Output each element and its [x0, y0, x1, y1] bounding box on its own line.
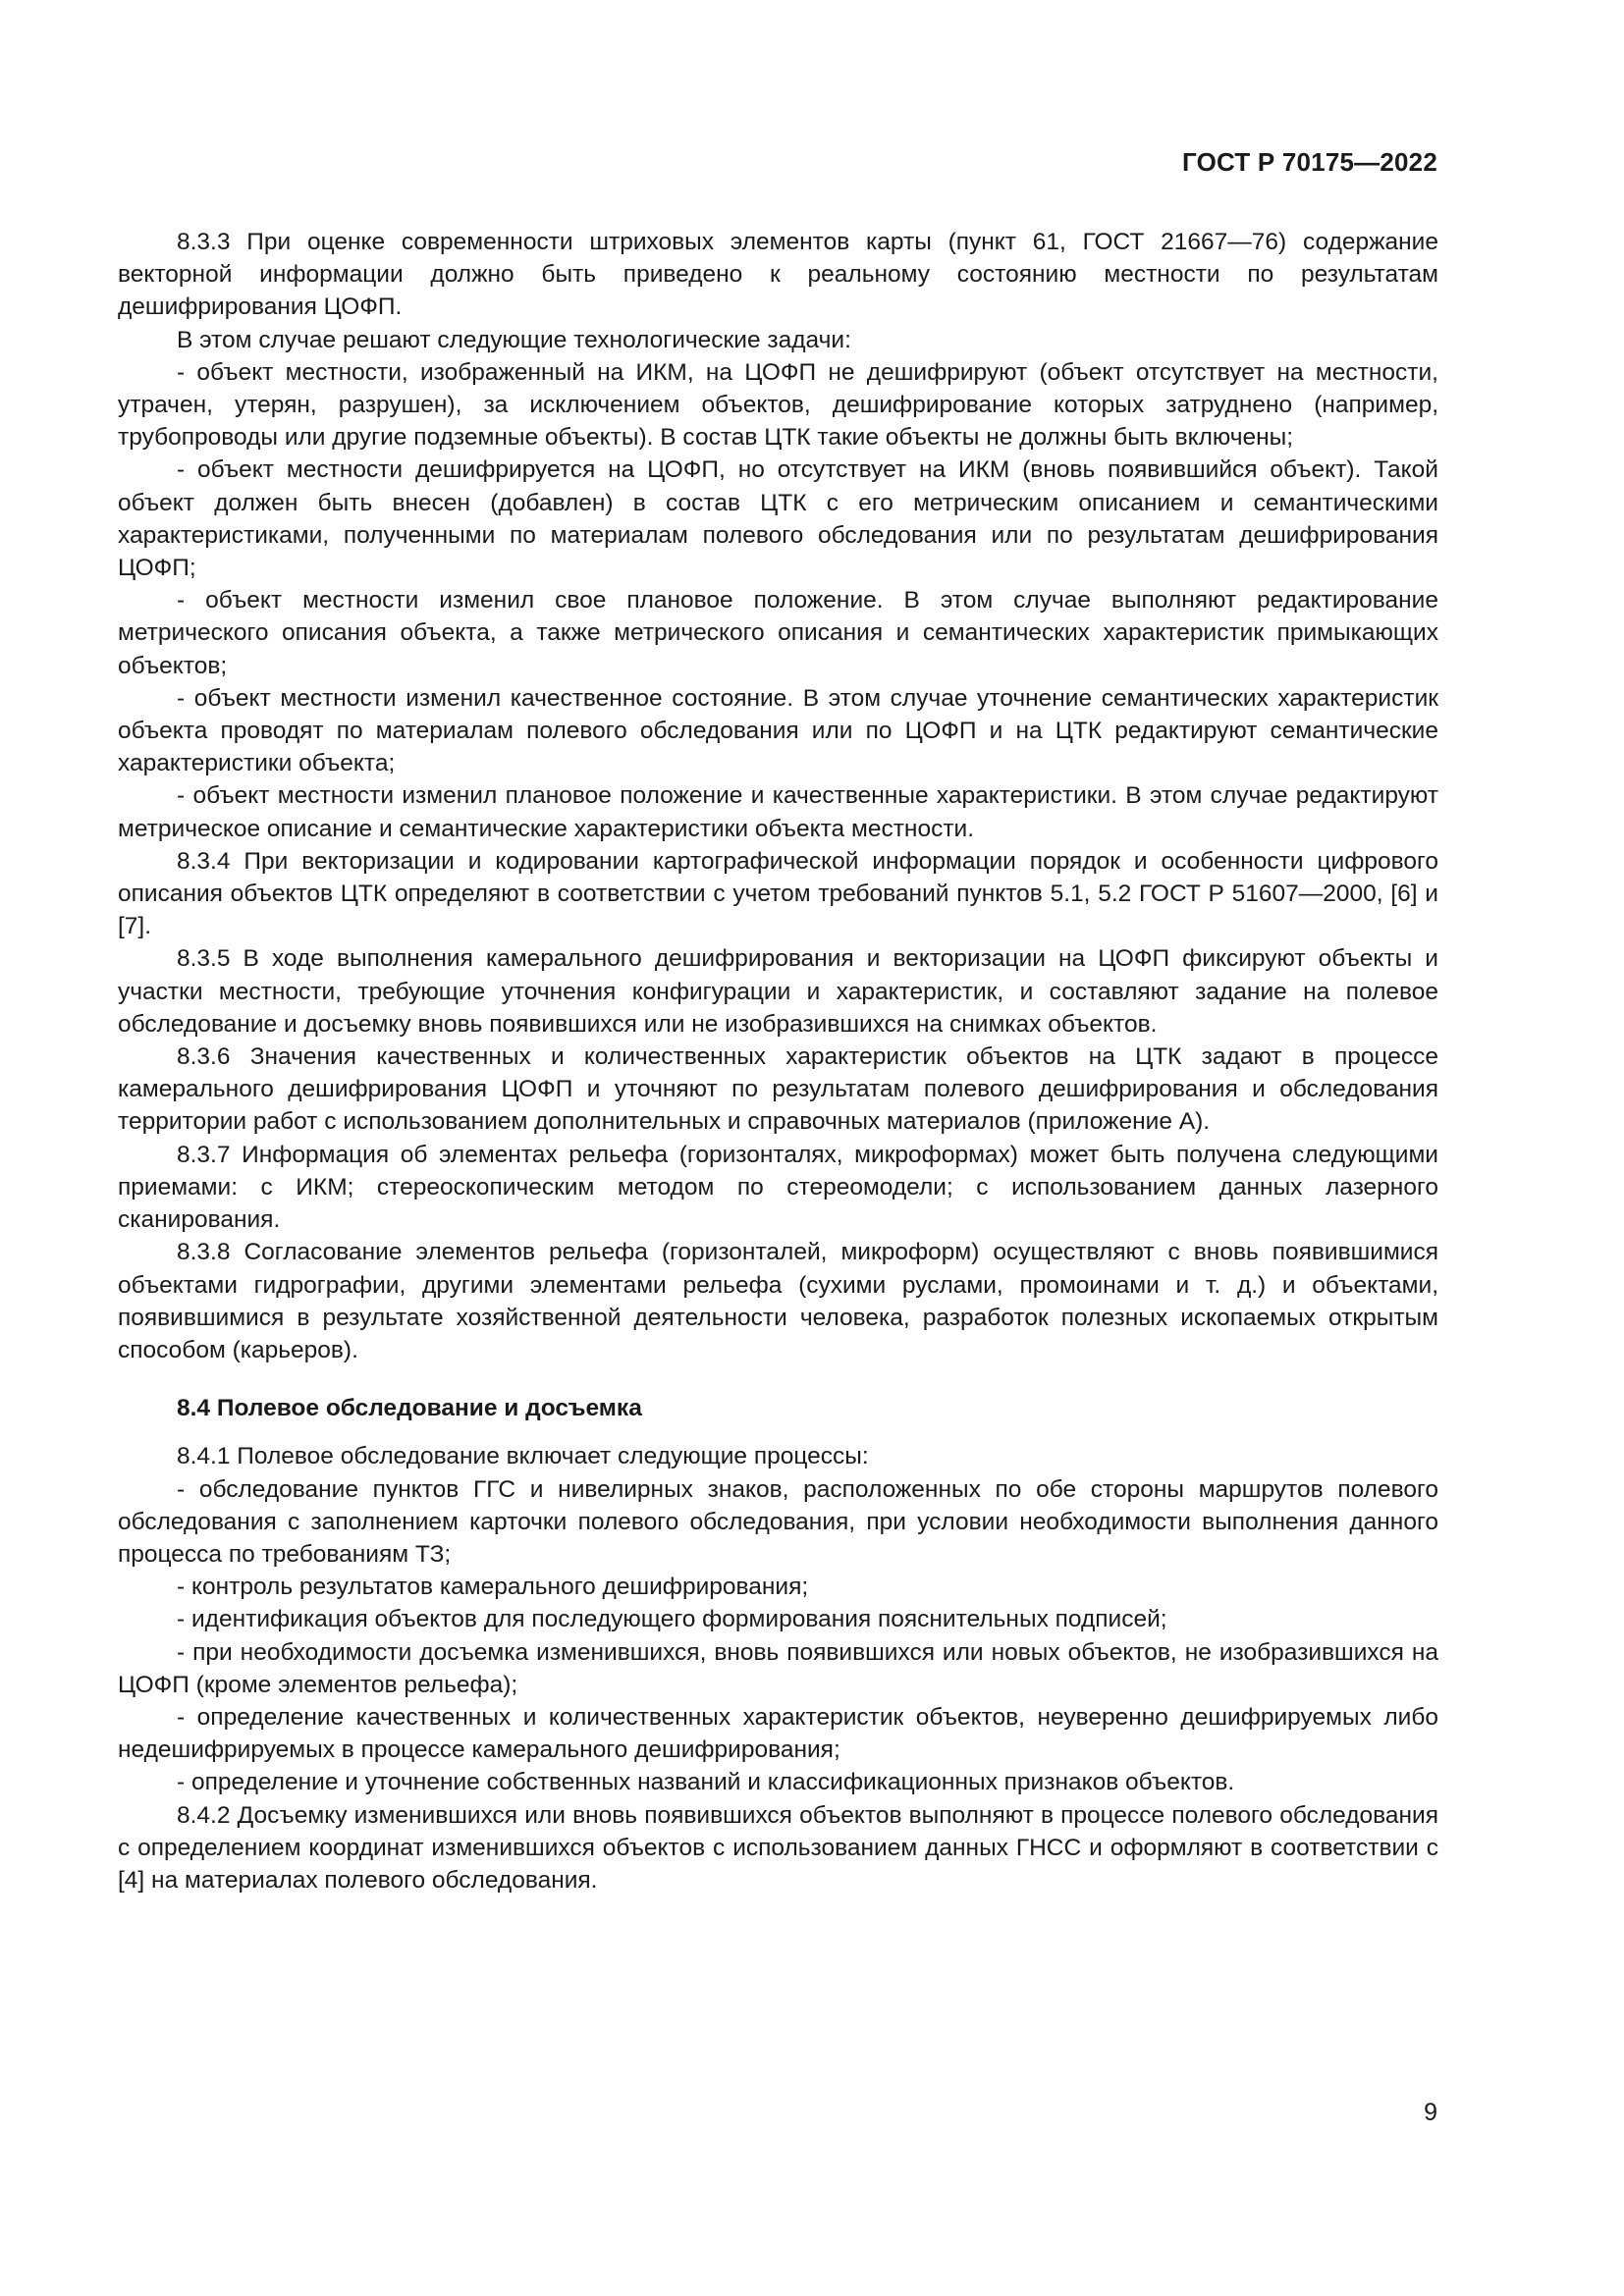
- list-item: - обследование пунктов ГГС и нивелирных знаков, расположенных по обе стороны маршрутов полевого обследования с заполнением карточки полевого обследования, при условии необходимости выполнения данного процесса по требованиям ТЗ;: [118, 1475, 1438, 1568]
- list-item: - определение и уточнение собственных названий и классификационных признаков объектов.: [177, 1769, 1235, 1796]
- list-item: - объект местности дешифрируется на ЦОФП, но отсутствует на ИКМ (вновь появившийся объект). Такой объект должен быть внесен (добавлен) в состав ЦТК с его метрическим описанием и семантическими характеристиками, полученными по материалам полевого обследования или по результатам дешифрирования ЦОФП;: [118, 456, 1438, 582]
- paragraph-8-3-7: 8.3.7 Информация об элементах рельефа (горизонталях, микроформах) может быть получена следующими приемами: с ИКМ; стереоскопическим методом по стереомодели; с использованием данных лазерного сканирования.: [118, 1141, 1438, 1234]
- section-heading-8-4: 8.4 Полевое обследование и досъемка: [177, 1395, 642, 1422]
- document-header: ГОСТ Р 70175—2022: [1182, 147, 1437, 177]
- paragraph-8-3-6: 8.3.6 Значения качественных и количественных характеристик объектов на ЦТК задают в процессе камерального дешифрирования ЦОФП и уточняют по результатам полевого дешифрирования и обследования территории работ с использованием дополнительных и справочных материалов (приложение А).: [118, 1043, 1438, 1136]
- paragraph-8-3-8: 8.3.8 Согласование элементов рельефа (горизонталей, микроформ) осуществляют с вновь появившимися объектами гидрографии, другими элементами рельефа (сухими руслами, промоинами и т. д.) и объектами, появившимися в результате хозяйственной деятельности человека, разработок полезных ископаемых открытым способом (карьеров).: [118, 1239, 1438, 1363]
- paragraph-8-3-3: 8.3.3 При оценке современности штриховых элементов карты (пункт 61, ГОСТ 21667—76) содержание векторной информации должно быть приведено к реальному состоянию местности по результатам дешифрирования ЦОФП.: [118, 229, 1438, 321]
- list-item: - при необходимости досъемка изменившихся, вновь появившихся или новых объектов, не изобразившихся на ЦОФП (кроме элементов рельефа);: [118, 1638, 1438, 1698]
- page-number: 9: [1424, 2099, 1437, 2126]
- paragraph-8-4-1: 8.4.1 Полевое обследование включает следующие процессы:: [177, 1443, 869, 1470]
- paragraph-tasks-intro: В этом случае решают следующие технологические задачи:: [177, 326, 851, 353]
- list-item: - контроль результатов камерального дешифрирования;: [177, 1574, 809, 1601]
- paragraph-8-3-5: 8.3.5 В ходе выполнения камерального дешифрирования и векторизации на ЦОФП фиксируют объекты и участки местности, требующие уточнения конфигурации и характеристик, и составляют задание на полевое обследование и досъемку вновь появившихся или не изобразившихся на снимках объектов.: [118, 945, 1438, 1038]
- list-item: - идентификация объектов для последующего формирования пояснительных подписей;: [177, 1606, 1167, 1633]
- list-item: - объект местности изменил качественное состояние. В этом случае уточнение семантических характеристик объекта проводят по материалам полевого обследования или по ЦОФП и на ЦТК редактируют семантические характеристики объекта;: [118, 684, 1438, 777]
- paragraph-8-3-4: 8.3.4 При векторизации и кодировании картографической информации порядок и особенности цифрового описания объектов ЦТК определяют в соответствии с учетом требований пунктов 5.1, 5.2 ГОСТ Р 51607—2000, [6] и [7].: [118, 847, 1438, 940]
- list-item: - объект местности изменил свое плановое положение. В этом случае выполняют редактирование метрического описания объекта, а также метрического описания и семантических характеристик примыкающих объектов;: [118, 587, 1438, 679]
- list-item: - объект местности изменил плановое положение и качественные характеристики. В этом случае редактируют метрическое описание и семантические характеристики объекта местности.: [118, 782, 1438, 842]
- paragraph-8-4-2: 8.4.2 Досъемку изменившихся или вновь появившихся объектов выполняют в процессе полевого обследования с определением координат изменившихся объектов с использованием данных ГНСС и оформляют в соответствии с [4] на материалах полевого обследования.: [118, 1801, 1438, 1894]
- document-body: [118, 226, 1438, 1896]
- list-item: - объект местности, изображенный на ИКМ, на ЦОФП не дешифрируют (объект отсутствует на местности, утрачен, утерян, разрушен), за исключением объектов, дешифрирование которых затруднено (например, трубопроводы или другие подземные объекты). В состав ЦТК такие объекты не должны быть включены;: [118, 358, 1438, 452]
- list-item: - определение качественных и количественных характеристик объектов, неуверенно дешифрируемых либо недешифрируемых в процессе камерального дешифрирования;: [118, 1703, 1438, 1764]
